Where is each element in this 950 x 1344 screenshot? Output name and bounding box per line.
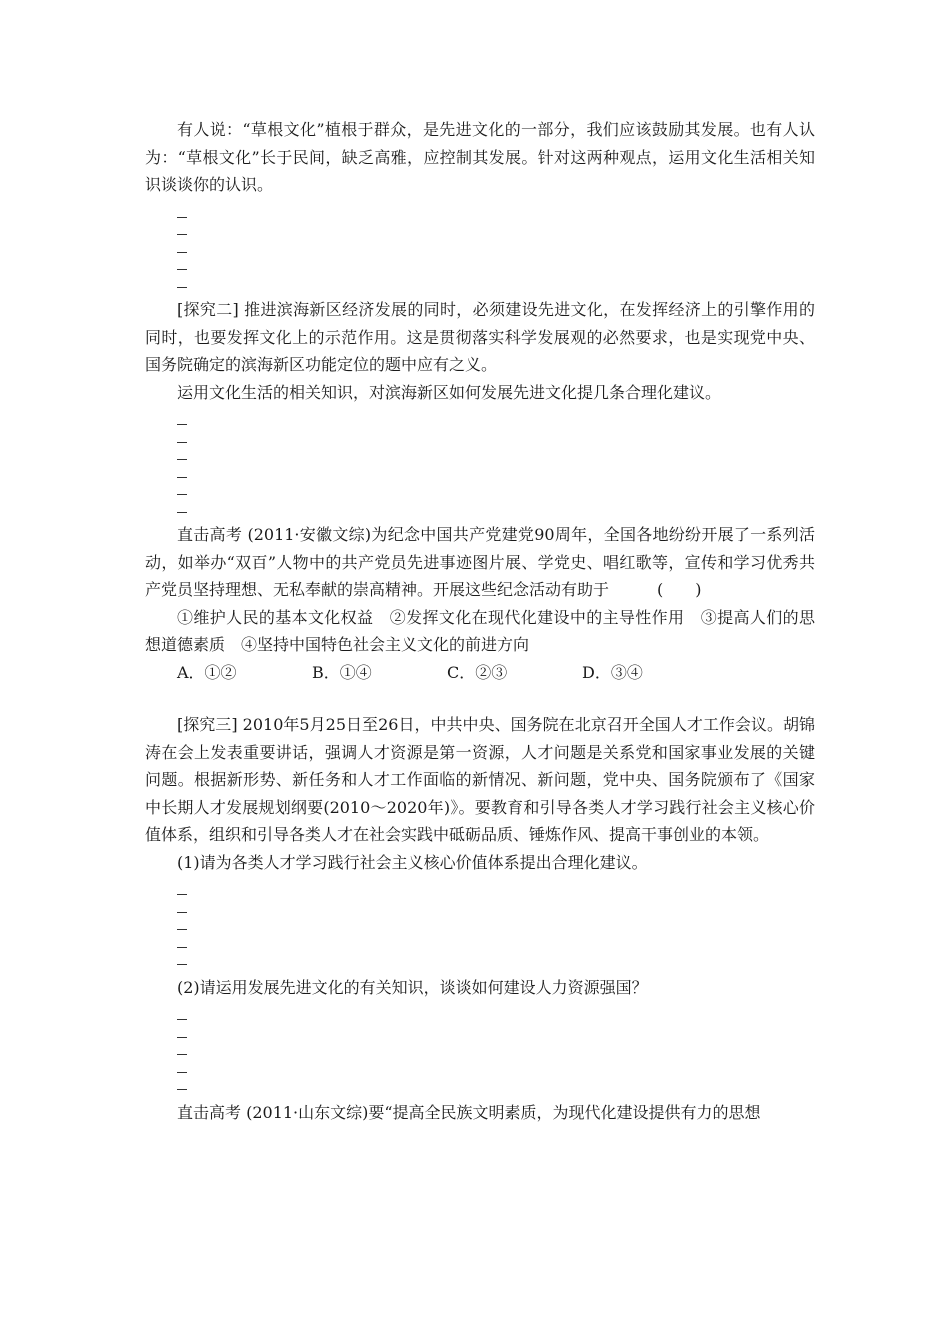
- answer-lines: [177, 886, 815, 974]
- answer-line: [177, 1029, 815, 1047]
- answer-line: [177, 279, 815, 297]
- paragraph-gaokao-shandong: 直击高考 (2011·山东文综)要“提高全民族文明素质，为现代化建设提供有力的思想: [177, 1102, 761, 1122]
- document-body: [145, 116, 815, 1126]
- paragraph-explore-two-question: 运用文化生活的相关知识，对滨海新区如何发展先进文化提几条合理化建议。: [177, 382, 722, 402]
- spacer: [145, 686, 815, 711]
- answer-line: [177, 904, 815, 922]
- answer-line: [177, 226, 815, 244]
- paragraph-gaokao-anhui: 直击高考 (2011·安徽文综)为纪念中国共产党建党90周年，全国各地纷纷开展了一系列活动，如举办“双百”人物中的共产党员先进事迹图片展、学党史、唱红歌等，宣传和学习优秀共产党员坚持理想、无私奉献的崇高精神。开展这些纪念活动有助于 ( ): [145, 525, 815, 599]
- answer-line: [177, 486, 815, 504]
- answer-line: [177, 434, 815, 452]
- answer-lines: [177, 1011, 815, 1099]
- paragraph-grassroots-culture: 有人说：“草根文化”植根于群众，是先进文化的一部分，我们应该鼓励其发展。也有人认为：“草根文化”长于民间，缺乏高雅，应控制其发展。针对这两种观点，运用文化生活相关知识谈谈你的认识。: [145, 120, 815, 194]
- answer-lines: [177, 416, 815, 521]
- answer-line: [177, 921, 815, 939]
- answer-line: [177, 1046, 815, 1064]
- answer-lines: [177, 209, 815, 297]
- question-two: (2)请运用发展先进文化的有关知识，谈谈如何建设人力资源强国？: [177, 977, 648, 997]
- answer-line: [177, 1081, 815, 1099]
- paragraph-statements: ①维护人民的基本文化权益 ②发挥文化在现代化建设中的主导性作用 ③提高人们的思想道德素质 ④坚持中国特色社会主义文化的前进方向: [145, 607, 815, 654]
- answer-line: [177, 451, 815, 469]
- option-c[interactable]: C．②③: [447, 662, 508, 682]
- answer-line: [177, 244, 815, 262]
- paragraph-explore-two: [探究二] 推进滨海新区经济发展的同时，必须建设先进文化，在发挥经济上的引擎作用的同时，也要发挥文化上的示范作用。这是贯彻落实科学发展观的必然要求，也是实现党中央、国务院确定的滨海新区功能定位的题中应有之义。: [145, 300, 815, 374]
- answer-line: [177, 886, 815, 904]
- answer-line: [177, 939, 815, 957]
- option-a[interactable]: A．①②: [177, 662, 237, 682]
- answer-line: [177, 261, 815, 279]
- option-b[interactable]: B．①④: [312, 662, 372, 682]
- answer-line: [177, 1064, 815, 1082]
- paragraph-explore-three: [探究三] 2010年5月25日至26日，中共中央、国务院在北京召开全国人才工作会议。胡锦涛在会上发表重要讲话，强调人才资源是第一资源，人才问题是关系党和国家事业发展的关键问题。根据新形势、新任务和人才工作面临的新情况、新问题，党中央、国务院颁布了《国家中长期人才发展规划纲要(2010～2020年)》。要教育和引导各类人才学习践行社会主义核心价值体系，组织和引导各类人才在社会实践中砥砺品质、锤炼作风、提高干事创业的本领。: [145, 715, 815, 844]
- answer-line: [177, 1011, 815, 1029]
- answer-options: [145, 659, 815, 687]
- question-one: (1)请为各类人才学习践行社会主义核心价值体系提出合理化建议。: [177, 852, 648, 872]
- answer-line: [177, 209, 815, 227]
- answer-line: [177, 956, 815, 974]
- option-d[interactable]: D．③④: [582, 662, 643, 682]
- answer-line: [177, 504, 815, 522]
- answer-line: [177, 416, 815, 434]
- answer-line: [177, 469, 815, 487]
